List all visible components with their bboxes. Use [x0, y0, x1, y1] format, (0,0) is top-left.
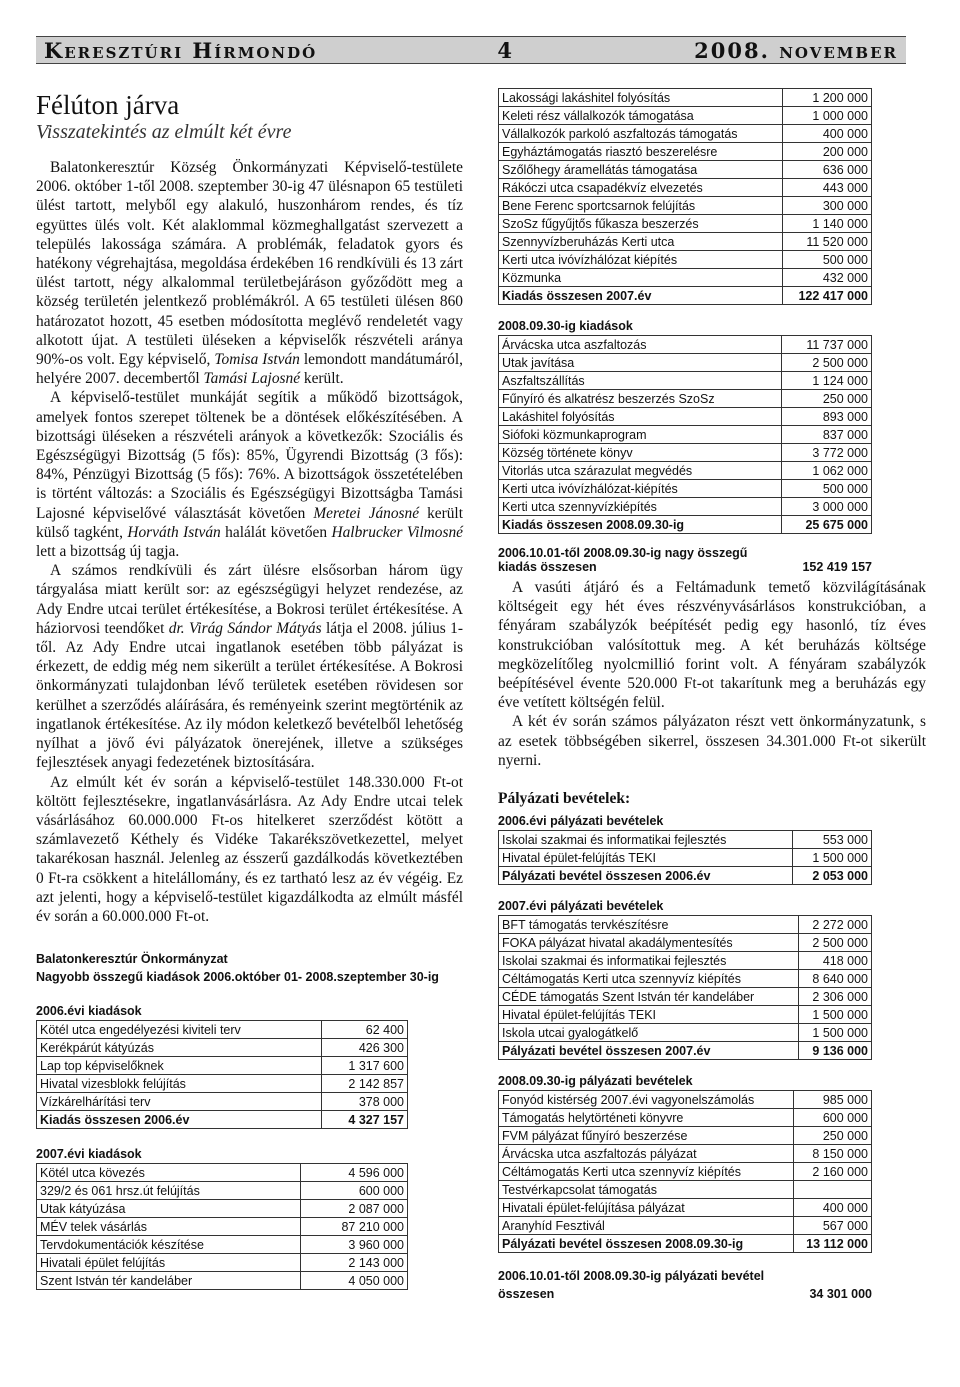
table-total-row: [37, 1111, 408, 1129]
row-label: Testvérkapcsolat támogatás: [499, 1181, 794, 1199]
table-total-row: [499, 867, 872, 885]
table-2007-part2: [498, 88, 872, 305]
row-amount: 11 520 000: [782, 233, 871, 251]
row-label: Árvácska utca aszfaltozás: [499, 336, 782, 354]
table-row: [499, 143, 872, 161]
table-row: [499, 179, 872, 197]
grand-total-grants: 2006.10.01-től 2008.09.30-ig pályázati bevétel összesen 34 301 000: [498, 1269, 872, 1302]
row-label: Kerékpárút kátyúzás: [37, 1039, 322, 1057]
row-label: Pályázati bevétel összesen 2006.év: [499, 867, 793, 885]
row-label: Közmunka: [499, 269, 783, 287]
row-amount: 4 050 000: [300, 1272, 407, 1290]
row-label: Rákóczi utca csapadékvíz elvezetés: [499, 179, 783, 197]
row-label: Pályázati bevétel összesen 2008.09.30-ig: [499, 1235, 794, 1253]
row-label: Lakáshitel folyósítás: [499, 408, 782, 426]
row-label: 329/2 és 061 hrsz.út felújítás: [37, 1182, 301, 1200]
row-label: Vállalkozók parkoló aszfaltozás támogatás: [499, 125, 783, 143]
row-label: MÉV telek vásárlás: [37, 1218, 301, 1236]
table-row: [499, 251, 872, 269]
row-amount: 3 000 000: [782, 498, 872, 516]
row-label: Kiadás összesen 2008.09.30-ig: [499, 516, 782, 534]
row-label: Utak kátyúzása: [37, 1200, 301, 1218]
table-row: [37, 1093, 408, 1111]
grants-2006-title: 2006.évi pályázati bevételek: [498, 814, 664, 829]
row-label: Fonyód kistérség 2007.évi vagyonelszámolás: [499, 1091, 794, 1109]
row-label: Kiadás összesen 2006.év: [37, 1111, 322, 1129]
grants-2006-table: [498, 830, 872, 885]
expenses-heading-1: Balatonkeresztúr Önkormányzat: [36, 952, 228, 967]
row-label: Iskola utcai gyalogátkelő: [499, 1024, 799, 1042]
table-row: [499, 1199, 872, 1217]
row-label: Kerti utca ivóvízhálózat kiépítés: [499, 251, 783, 269]
row-amount: 400 000: [782, 125, 871, 143]
table-row: [37, 1164, 408, 1182]
row-amount: 553 000: [792, 831, 871, 849]
row-amount: 1 317 600: [322, 1057, 408, 1075]
table-total-row: [499, 516, 872, 534]
table-row: [37, 1182, 408, 1200]
row-label: Kötél utca engedélyezési kiviteli terv: [37, 1021, 322, 1039]
row-amount: 1 140 000: [782, 215, 871, 233]
row-label: FOKA pályázat hivatal akadálymentesítés: [499, 934, 799, 952]
table-row: [499, 952, 872, 970]
row-label: BFT támogatás tervkészítésre: [499, 916, 799, 934]
row-label: Keleti rész vállalkozók támogatása: [499, 107, 783, 125]
table-row: [37, 1200, 408, 1218]
table-total-row: [499, 287, 872, 305]
row-label: Fűnyíró és alkatrész beszerzés SzoSz: [499, 390, 782, 408]
row-label: Hivatal vizesblokk felújítás: [37, 1075, 322, 1093]
row-label: CÉDE támogatás Szent István tér kandeláber: [499, 988, 799, 1006]
row-amount: 25 675 000: [782, 516, 872, 534]
paragraph-4: Az elmúlt két év során a képviselő-testület 148.330.000 Ft-ot költött fejlesztésekre, ingatlanvásárlásra. Az Ady Endre utcai telek vásárlásához 60.000.000 Ft-os hitelkeret szerződést kötött a számlavezető Kéthely és Vidéke Takarékszövetkezettel, melyet takarékosan használ. Jelenleg az ésszerű gazdálkodás következtében 0 Ft-ra csökkent a hitelállomány, és ez tartható lesz az év végéig. Ez azt jelenti, hogy a képviselő-testület kigazdálkodta az elmúlt másfél év során a 60.000.000 Ft-ot.: [36, 773, 463, 925]
article-subtitle: Visszatekintés az elmúlt két évre: [36, 121, 292, 143]
table-row: [499, 125, 872, 143]
table-row: [499, 354, 872, 372]
table-row: [499, 498, 872, 516]
table-row: [499, 372, 872, 390]
table-row: [499, 426, 872, 444]
table-row: [499, 1024, 872, 1042]
table-row: [499, 1109, 872, 1127]
row-amount: 3 960 000: [300, 1236, 407, 1254]
newspaper-title: Keresztúri Hírmondó: [44, 37, 318, 63]
row-label: Község története könyv: [499, 444, 782, 462]
table-row: [499, 390, 872, 408]
row-amount: 400 000: [793, 1199, 871, 1217]
row-label: Aszfaltszállítás: [499, 372, 782, 390]
row-label: SzoSz fűgyűjtős fűkasza beszerzés: [499, 215, 783, 233]
row-amount: 200 000: [782, 143, 871, 161]
row-amount: 426 300: [322, 1039, 408, 1057]
row-label: Vízkárelhárítási terv: [37, 1093, 322, 1111]
table-row: [37, 1075, 408, 1093]
table-2006: [36, 1020, 408, 1129]
row-amount: 62 400: [322, 1021, 408, 1039]
row-amount: 122 417 000: [782, 287, 871, 305]
table-row: [37, 1254, 408, 1272]
row-amount: 600 000: [793, 1109, 871, 1127]
table-total-row: [499, 1235, 872, 1253]
row-amount: 2 306 000: [799, 988, 872, 1006]
table-row: [499, 1217, 872, 1235]
row-label: Pályázati bevétel összesen 2007.év: [499, 1042, 799, 1060]
table-row: [37, 1236, 408, 1254]
row-label: Céltámogatás Kerti utca szennyvíz kiépítés: [499, 1163, 794, 1181]
row-amount: 3 772 000: [782, 444, 872, 462]
row-label: Vitorlás utca szárazulat megvédés: [499, 462, 782, 480]
row-label: Aranyhíd Fesztivál: [499, 1217, 794, 1235]
row-amount: 2 142 857: [322, 1075, 408, 1093]
table-row: [499, 970, 872, 988]
row-label: Siófoki közmunkaprogram: [499, 426, 782, 444]
row-label: Hivatal épület-felújítás TEKI: [499, 1006, 799, 1024]
row-amount: 2 272 000: [799, 916, 872, 934]
row-label: Lakossági lakáshitel folyósítás: [499, 89, 783, 107]
row-amount: 2 500 000: [799, 934, 872, 952]
table-row: [499, 934, 872, 952]
table-row: [499, 107, 872, 125]
row-amount: 300 000: [782, 197, 871, 215]
table-2007-title: 2007.évi kiadások: [36, 1147, 142, 1162]
table-total-row: [499, 1042, 872, 1060]
table-row: [499, 1145, 872, 1163]
table-row: [37, 1039, 408, 1057]
table-row: [499, 444, 872, 462]
table-row: [499, 480, 872, 498]
table-row: [499, 849, 872, 867]
row-amount: 1 500 000: [799, 1006, 872, 1024]
row-amount: 250 000: [793, 1127, 871, 1145]
table-row: [499, 161, 872, 179]
row-label: Hivatali épület-felújítása pályázat: [499, 1199, 794, 1217]
right-column: [498, 88, 926, 1303]
row-amount: 13 112 000: [793, 1235, 871, 1253]
row-label: Egyháztámogatás riasztó beszerelésre: [499, 143, 783, 161]
row-amount: 4 327 157: [322, 1111, 408, 1129]
table-row: [37, 1272, 408, 1290]
table-row: [37, 1218, 408, 1236]
table-row: [37, 1021, 408, 1039]
row-amount: 500 000: [782, 480, 872, 498]
expenses-heading-2: Nagyobb összegű kiadások 2006.október 01- 2008.szeptember 30-ig: [36, 970, 439, 985]
table-2006-title: 2006.évi kiadások: [36, 1004, 142, 1019]
row-label: Céltámogatás Kerti utca szennyvíz kiépítés: [499, 970, 799, 988]
table-row: [499, 336, 872, 354]
page-number: 4: [497, 37, 514, 63]
table-row: [499, 215, 872, 233]
row-label: Szent István tér kandeláber: [37, 1272, 301, 1290]
row-label: Utak javítása: [499, 354, 782, 372]
table-row: [499, 1006, 872, 1024]
row-amount: 443 000: [782, 179, 871, 197]
row-label: Kötél utca kövezés: [37, 1164, 301, 1182]
table-2008: [498, 335, 872, 534]
row-amount: 378 000: [322, 1093, 408, 1111]
row-label: Tervdokumentációk készítése: [37, 1236, 301, 1254]
row-amount: 9 136 000: [799, 1042, 872, 1060]
row-amount: 1 124 000: [782, 372, 872, 390]
table-row: [499, 831, 872, 849]
table-2007-part1: [36, 1163, 408, 1290]
row-label: Támogatás helytörténeti könyvre: [499, 1109, 794, 1127]
row-amount: 893 000: [782, 408, 872, 426]
row-label: Iskolai szakmai és informatikai fejlesztés: [499, 952, 799, 970]
row-label: Iskolai szakmai és informatikai fejlesztés: [499, 831, 793, 849]
table-row: [499, 1127, 872, 1145]
row-amount: 2 053 000: [792, 867, 871, 885]
table-row: [499, 408, 872, 426]
grants-2008-table: [498, 1090, 872, 1253]
row-amount: 2 087 000: [300, 1200, 407, 1218]
table-row: [499, 269, 872, 287]
row-amount: 1 062 000: [782, 462, 872, 480]
right-paragraph-2: A két év során számos pályázaton részt vett önkormányzatunk, s az esetek többségében sikerrel, összesen 34.301.000 Ft-ot sikerült nyerni.: [498, 713, 926, 769]
table-row: [499, 988, 872, 1006]
row-label: Kerti utca szennyvízkiépítés: [499, 498, 782, 516]
table-row: [499, 197, 872, 215]
row-label: Árvácska utca aszfaltozás pályázat: [499, 1145, 794, 1163]
row-amount: 985 000: [793, 1091, 871, 1109]
row-amount: 1 500 000: [799, 1024, 872, 1042]
grants-2008-title: 2008.09.30-ig pályázati bevételek: [498, 1074, 693, 1089]
article-title: Félúton járva: [36, 90, 180, 120]
right-paragraph-1: A vasúti átjáró és a Feltámadunk temető közvilágításának költségeit egy hét éves részvényvásárlásos konstrukcióban, a fényáram szabályzók beépítését pedig egy hasonló, tíz éves konstrukcióban valósítottuk meg. A két beruházás költsége megközelítőleg nyolcmillió forint volt. A fényáram szabályzók beépítésével évente 520.000 Ft-ot takarítunk meg a beruházás egy éve vetített költségén felül.: [498, 579, 926, 712]
table-row: [499, 1163, 872, 1181]
row-label: Kiadás összesen 2007.év: [499, 287, 783, 305]
row-amount: 2 500 000: [782, 354, 872, 372]
row-amount: 87 210 000: [300, 1218, 407, 1236]
row-amount: 2 160 000: [793, 1163, 871, 1181]
table-row: [499, 89, 872, 107]
left-column: [36, 88, 463, 1290]
row-amount: [793, 1181, 871, 1199]
row-label: FVM pályázat fűnyíró beszerzése: [499, 1127, 794, 1145]
paragraph-2: A képviselő-testület munkáját segítik a működő bizottságok, amelyek fontos szerepet töltenek be a döntések előkészítésében. A bizottsági üléseken a részvételi arányok a következők: Szociális és Egészségügyi Bizottság (5 fős): 85%, Ügyrendi Bizottság (3 fős): 84%, Pénzügyi Bizottság (5 fős): 76%. A bizottságok összetételében is történt változás: a Szociális és Egészségügyi Bizottságba Tamási Lajosné képviselővé választását követően Meretei Jánosné került külső tagként, Horváth István halálát követően Halbrucker Vilmosné lett a bizottság új tagja.: [36, 389, 464, 561]
row-amount: 8 640 000: [799, 970, 872, 988]
grand-total-expenses: 2006.10.01-től 2008.09.30-ig nagy összegű kiadás összesen 152 419 157: [498, 546, 872, 574]
paragraph-1: Balatonkeresztúr Község Önkormányzati Képviselő-testülete 2006. október 1-től 2008. szeptember 30-ig 47 ülésnapon 65 testületi ülést tartott, melyből egy alakuló, huszonhárom rendes, és tíz együttes ülés volt. Két alaklommal közmeghallgatást szervezett a település lakossága számára. A problémák, feladatok gyors és hatékony végrehajtása, megoldása érdekében 16 rendkívüli és 13 zárt ülést tartott, négy alkalommal területbejáráson győződött meg a község területén jelentkező problémákról. A 65 testületi ülésen 860 határozatot hozott, 45 esetben módosította meglévő rendeletét vagy alkotott újat. A testületi üléseken a képviselők részvételi aránya 90%-os volt. Egy képviselő, Tomisa István lemondott mandátumáról, helyére 2007. decembertől Tamási Lajosné került.: [36, 159, 463, 388]
table-row: [37, 1057, 408, 1075]
paragraph-3: A számos rendkívüli és zárt ülésre elsősorban három ügy tárgyalása miatt került sor: az egészségügyi helyzet rendezése, az Ady Endre utcai terület értékesítése, a Bokrosi terület értékesítése. A háziorvosi teendőket dr. Virág Sándor Mátyás látja el 2008. július 1-től. Az Ady Endre utcai ingatlanok esetében több pályázat is érkezett, de eddig még nem sikerült a terület értékesítése. A Bokrosi önkormányzati tulajdonban lévő területek esetében rövidesen sor kerülhet a szerződés aláírására, és reményeink szerint megtörténik az ingatlanok értékesítése. Az ily módon keletkező bevételből lehetőség nyílhat a jövő évi pályázatok önerejének, illetve a szükséges fejlesztések anyagi fedezetének biztosítására.: [36, 562, 463, 772]
table-row: [499, 233, 872, 251]
row-amount: 837 000: [782, 426, 872, 444]
masthead: [36, 36, 906, 64]
row-label: Kerti utca ivóvízhálózat-kiépítés: [499, 480, 782, 498]
row-amount: 250 000: [782, 390, 872, 408]
row-amount: 600 000: [300, 1182, 407, 1200]
row-amount: 1 200 000: [782, 89, 871, 107]
table-2008-title: 2008.09.30-ig kiadások: [498, 319, 633, 333]
table-row: [499, 1091, 872, 1109]
row-amount: 500 000: [782, 251, 871, 269]
row-amount: 11 737 000: [782, 336, 872, 354]
row-amount: 4 596 000: [300, 1164, 407, 1182]
grants-2007-table: [498, 915, 872, 1060]
grants-2007-title: 2007.évi pályázati bevételek: [498, 899, 664, 914]
row-amount: 1 000 000: [782, 107, 871, 125]
row-label: Lap top képviselőknek: [37, 1057, 322, 1075]
issue-date: 2008. november: [694, 37, 898, 63]
row-amount: 432 000: [782, 269, 871, 287]
grants-heading: Pályázati bevételek:: [498, 790, 631, 808]
row-label: Szennyvízberuházás Kerti utca: [499, 233, 783, 251]
row-label: Szőlőhegy áramellátás támogatása: [499, 161, 783, 179]
row-label: Bene Ferenc sportcsarnok felújítás: [499, 197, 783, 215]
row-label: Hivatal épület-felújítás TEKI: [499, 849, 793, 867]
row-label: Hivatali épület felújítás: [37, 1254, 301, 1272]
table-row: [499, 1181, 872, 1199]
table-row: [499, 916, 872, 934]
row-amount: 1 500 000: [792, 849, 871, 867]
row-amount: 418 000: [799, 952, 872, 970]
row-amount: 636 000: [782, 161, 871, 179]
table-row: [499, 462, 872, 480]
row-amount: 2 143 000: [300, 1254, 407, 1272]
row-amount: 8 150 000: [793, 1145, 871, 1163]
row-amount: 567 000: [793, 1217, 871, 1235]
